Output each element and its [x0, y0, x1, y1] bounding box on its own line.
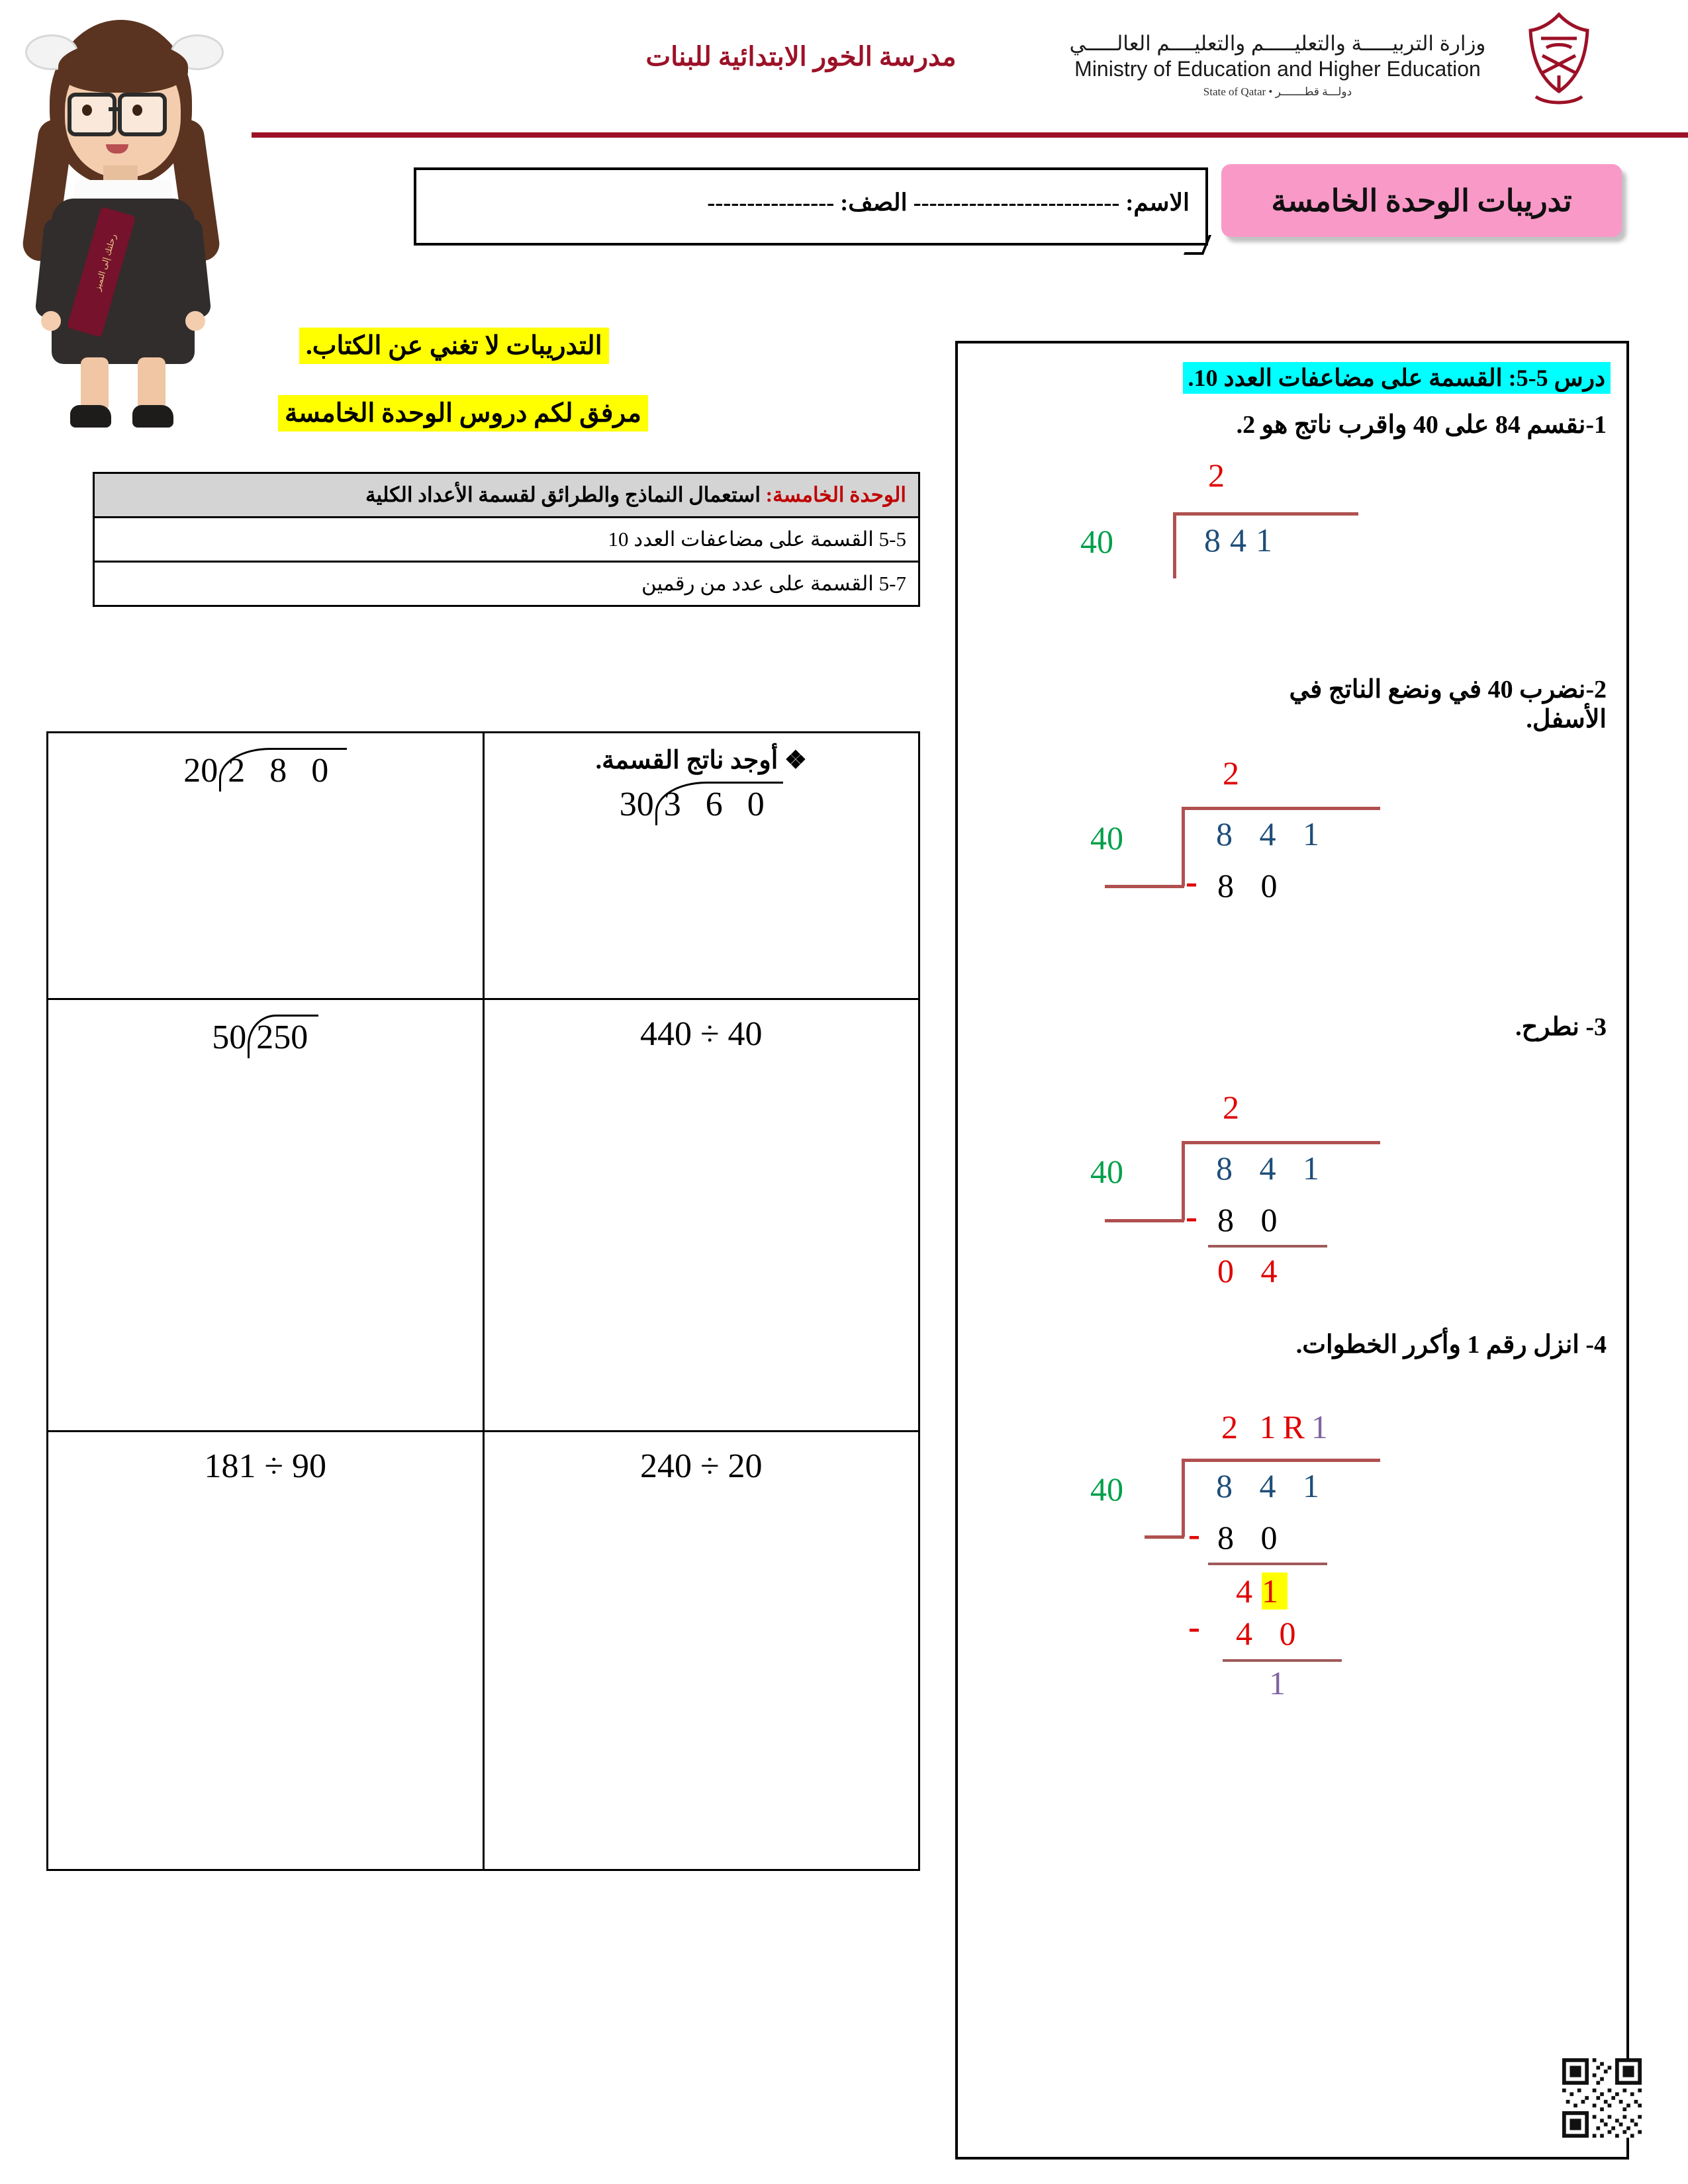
- table-row: [48, 1432, 919, 1870]
- table-row: [94, 473, 919, 518]
- lesson-step-1-text: 1-نقسم 84 على 40 واقرب ناتج هو 2.: [1236, 411, 1607, 439]
- figure-4-subtraction-line-1: [1208, 1563, 1327, 1565]
- figure-3-divisor: 40: [1090, 1153, 1123, 1190]
- lesson-step-3-text: 3- نطرح.: [1515, 1013, 1607, 1041]
- unit-table-header-cell: [94, 473, 919, 518]
- figure-2-bracket-foot: [1105, 885, 1184, 888]
- unit-description: استعمال النماذج والطرائق لقسمة الأعداد الكلية: [365, 483, 766, 506]
- lesson-title: درس 5-5: القسمة على مضاعفات العدد 10.: [1183, 362, 1611, 394]
- figure-2-quotient: 2: [1223, 754, 1246, 792]
- ministry-name-arabic: وزارة التربيـــــة والتعليـــــم والتعليــــم العالـــــي: [1069, 32, 1486, 55]
- note-attached-lessons: مرفق لكم دروس الوحدة الخامسة: [278, 395, 648, 432]
- mascot-hand-right: [185, 311, 205, 331]
- mascot-leg-left: [81, 357, 109, 412]
- figure-3-bracket-foot: [1105, 1219, 1184, 1222]
- ministry-branding: [1053, 32, 1503, 99]
- unit-lesson-row-2: 5-7 القسمة على عدد من رقمين: [94, 562, 919, 606]
- exercise-3-dividend: 250: [248, 1015, 318, 1058]
- mascot-glasses-bridge: [109, 107, 119, 111]
- table-row: [94, 562, 919, 606]
- qatar-emblem-icon: [1516, 9, 1602, 115]
- figure-4-subtrahend-2: 4 0: [1236, 1615, 1305, 1652]
- mascot-hand-left: [41, 311, 61, 331]
- mascot-leg-right: [138, 357, 165, 412]
- figure-1-bracket-horizontal: [1173, 512, 1358, 516]
- exercise-3-expression: [48, 1000, 483, 1058]
- mascot-shoe-right: [132, 405, 173, 428]
- exercise-2-divisor: 30: [619, 786, 654, 823]
- exercise-cell-6[interactable]: [483, 1432, 919, 1870]
- student-mascot-illustration: [0, 0, 245, 450]
- exercise-cell-3[interactable]: [48, 999, 484, 1432]
- figure-4-remainder-value: 1: [1311, 1408, 1335, 1445]
- exercise-prompt: ❖ أوجد ناتج القسمة.: [595, 747, 807, 774]
- figure-3-bracket-horizontal: [1182, 1141, 1380, 1144]
- figure-1-divisor: 40: [1080, 523, 1113, 560]
- figure-1-quotient: 2: [1208, 457, 1231, 494]
- exercise-1-dividend: 2 8 0: [219, 748, 347, 792]
- table-row: [48, 999, 919, 1432]
- exercise-5-expression: 181 ÷ 90: [204, 1447, 327, 1485]
- unit-label: الوحدة الخامسة:: [765, 483, 906, 506]
- exercise-4-expression: 440 ÷ 40: [639, 1015, 763, 1053]
- exercise-2-expression: [485, 778, 919, 825]
- figure-4-subtrahend-1: 8 0: [1217, 1519, 1287, 1556]
- mascot-shoe-left: [70, 405, 111, 428]
- figure-4-brought-down-pair: [1236, 1572, 1288, 1610]
- lesson-panel: [955, 341, 1629, 2160]
- figure-2-minus-sign: -: [1186, 862, 1197, 901]
- figure-4-digit-4: 4: [1236, 1572, 1262, 1610]
- figure-2-dividend: 8 4 1: [1216, 815, 1329, 852]
- state-english: State of Qatar: [1203, 85, 1266, 98]
- figure-3-subtraction-line: [1208, 1245, 1327, 1248]
- mascot-fringe: [58, 41, 188, 93]
- figure-2-bracket-horizontal: [1182, 807, 1380, 810]
- note-book-reminder: التدريبات لا تغني عن الكتاب.: [299, 328, 609, 364]
- figure-3-bracket-vertical: [1182, 1141, 1185, 1220]
- figure-4-divisor: 40: [1090, 1471, 1123, 1508]
- name-and-class-line[interactable]: الاسم: -------------------------- الصف: ----------------: [707, 189, 1190, 216]
- figure-4-final-remainder: 1: [1269, 1664, 1295, 1702]
- figure-4-quotient-line: [1221, 1408, 1335, 1446]
- worksheet-title-badge: [1221, 164, 1622, 237]
- exercise-cell-4[interactable]: [483, 999, 919, 1432]
- figure-2-subtrahend: 8 0: [1217, 867, 1287, 904]
- figure-2-bracket-vertical: [1182, 807, 1185, 886]
- mascot-eye-right: [132, 105, 142, 116]
- figure-4-minus-sign-1: -: [1188, 1514, 1200, 1554]
- figure-4-quotient-digits: 2 1: [1221, 1408, 1283, 1445]
- exercise-1-divisor: 20: [183, 752, 218, 790]
- student-info-box: [414, 167, 1208, 246]
- exercise-3-divisor: 50: [212, 1019, 247, 1056]
- figure-3-minus-sign: -: [1186, 1197, 1197, 1236]
- figure-1-bracket-vertical: [1173, 512, 1176, 578]
- figure-4-bracket-vertical: [1182, 1459, 1185, 1537]
- exercise-1-expression: [48, 733, 483, 792]
- figure-4-bracket-foot: [1145, 1535, 1184, 1539]
- unit-overview-table: [93, 472, 920, 607]
- exercise-6-expression: 240 ÷ 20: [639, 1447, 763, 1485]
- table-row: [48, 733, 919, 999]
- ministry-state-line: [1053, 85, 1503, 99]
- lesson-step-4-text: 4- انزل رقم 1 وأكرر الخطوات.: [1295, 1331, 1607, 1359]
- mascot-glasses-right: [118, 93, 167, 136]
- exercise-cell-1[interactable]: [48, 733, 484, 999]
- exercise-cell-5[interactable]: [48, 1432, 484, 1870]
- figure-4-bracket-horizontal: [1182, 1459, 1380, 1462]
- figure-3-subtrahend: 8 0: [1217, 1201, 1287, 1238]
- exercise-table: [46, 731, 920, 1871]
- figure-1-dividend: 841: [1204, 522, 1282, 559]
- figure-4-remainder-label: R: [1282, 1408, 1311, 1445]
- mascot-glasses-left: [68, 93, 117, 136]
- state-arabic: دولـــة قطـــــــر •: [1268, 85, 1352, 98]
- name-box-corner-flag: [1184, 235, 1211, 255]
- page-header: [0, 0, 1688, 139]
- school-name: مدرسة الخور الابتدائية للبنات: [645, 42, 957, 71]
- figure-3-result: 0 4: [1217, 1252, 1287, 1289]
- qr-code: [1562, 2058, 1642, 2138]
- ministry-name-english: Ministry of Education and Higher Education: [1074, 57, 1481, 81]
- figure-3-dividend: 8 4 1: [1216, 1150, 1329, 1187]
- figure-2-divisor: 40: [1090, 819, 1123, 856]
- header-divider: [252, 132, 1688, 138]
- exercise-2-dividend: 3 6 0: [655, 782, 783, 825]
- worksheet-title-text: تدريبات الوحدة الخامسة: [1271, 184, 1572, 218]
- mascot-eye-left: [82, 105, 92, 116]
- figure-4-dividend: 8 4 1: [1216, 1467, 1329, 1504]
- figure-4-minus-sign-2: -: [1188, 1607, 1200, 1647]
- exercise-cell-2[interactable]: [483, 733, 919, 999]
- table-row: [94, 518, 919, 562]
- mascot-sash-text: رحلتك إلى التميز: [92, 232, 118, 292]
- lesson-step-2-text: 2-نضرب 40 في ونضع الناتج في الأسفل.: [1289, 676, 1607, 733]
- unit-lesson-row-1: 5-5 القسمة على مضاعفات العدد 10: [94, 518, 919, 562]
- figure-4-subtraction-line-2: [1223, 1659, 1342, 1662]
- figure-4-digit-1-highlighted: 1: [1262, 1572, 1288, 1610]
- figure-3-quotient: 2: [1223, 1089, 1246, 1126]
